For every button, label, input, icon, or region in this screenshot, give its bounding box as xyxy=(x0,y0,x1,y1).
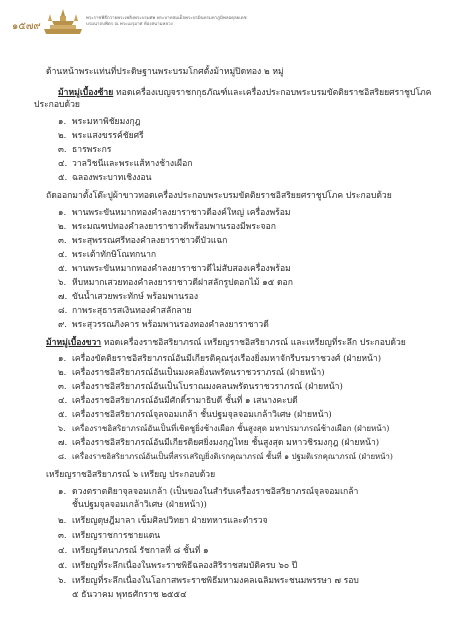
page-header xyxy=(0,0,460,40)
left-group-paragraph: ม้าหมู่เบื้องซ้าย ทอดเครื่องเบญจราชกกุธภัณฑ์และเครื่องประกอบพระบรมขัตติยราชอิสริยยศราชูปโภค xyxy=(58,88,432,98)
list-item: ๔. วาลวิชนีและพระแส้หางช้างเผือก xyxy=(58,159,193,169)
list-item: ๕. พานพระขันหมากทองคำลงยาราชาวดีไม่สับสองเครื่องพร้อม xyxy=(58,264,291,274)
list-item: ๖. หีบหมากเสวยทองคำลงยาราชาวดีฝาสลักรูปดอกไม้ ๑๕ ดอก xyxy=(58,278,293,288)
list-item: ๒. พระมณฑปทองคำลงยาราชาวดีพร้อมพานรองมีพระจอก xyxy=(58,222,276,232)
left-group-cont: ประกอบด้วย xyxy=(34,100,80,110)
medals-intro: เหรียญราชอิสริยาภรณ์ ๖ เหรียญ ประกอบด้วย xyxy=(46,470,216,480)
list-item: ๖. เหรียญที่ระลึกเนื่องในโอกาสพระราชพิธีมหามงคลเฉลิมพระชนมพรรษา ๗ รอบ xyxy=(58,576,359,586)
list-item: ๑. ดวงตราตติยาจุลจอมเกล้า (เป็นของในสำรับเครื่องราชอิสริยาภรณ์จุลจอมเกล้า xyxy=(58,487,359,497)
list-item: ๒. พระแสงขรรค์ชัยศรี xyxy=(58,131,144,141)
list-item: ๒. เหรียญดุษฎีมาลา เข็มศิลปวิทยา ฝ่ายทหารและตำรวจ xyxy=(58,516,268,526)
next-paragraph: ถัดออกมาตั้งโต๊ะปูผ้าขาวทอดเครื่องประกอบพระบรมขัตติยราชอิสริยยศราชูปโภค ประกอบด้วย xyxy=(46,191,392,201)
header-caption: พระราชพิธีถวายพระเพลิงพระบรมศพ พระบาทสมเด็จพระปรมินทรมหาภูมิพลอดุลยเดช บรมนาถบพิตร ณ พระเมรุมาศ ท้องสนามหลวง xyxy=(86,16,247,27)
left-group-heading: ม้าหมู่เบื้องซ้าย xyxy=(58,88,114,98)
list-item: ๓. พระสุพรรณศรีทองคำลงยาราชาวดีบัวแฉก xyxy=(58,236,228,246)
list-item: ๓. เหรียญราชการชายแดน xyxy=(58,531,161,541)
list-item: ๔. เหรียญรัตนาภรณ์ รัชกาลที่ ๘ ชั้นที่ ๑ xyxy=(58,546,209,556)
list-item: ๑. เครื่องขัตติยราชอิสริยาภรณ์อันมีเกียรติคุณรุ่งเรืองยิ่งมหาจักรีบรมราชวงศ์ (ฝ่ายหน้า) xyxy=(58,354,382,364)
right-group-paragraph: ม้าหมู่เบื้องขวา ทอดเครื่องราชอิสริยาภรณ์ เหรียญราชอิสริยาภรณ์ และเหรียญที่ระลึก ประกอบด้วย xyxy=(46,338,406,348)
list-item: ๒. เครื่องราชอิสริยาภรณ์อันเป็นมงคลยิ่งนพรัตนราชวราภรณ์ (ฝ่ายหน้า) xyxy=(58,368,325,378)
list-item: ๕. ฉลองพระบาทเชิงงอน xyxy=(58,173,152,183)
list-item: ๕ ธันวาคม พุทธศักราช ๒๕๕๔ xyxy=(72,590,187,600)
page-number: ๑๕๗๙ xyxy=(12,21,41,32)
intro-text: ด้านหน้าพระแท่นที่ประดิษฐานพระบรมโกศตั้งม้าหมู่ปิดทอง ๒ หมู่ xyxy=(46,67,284,77)
list-item: ชั้นปฐมจุลจอมเกล้าวิเศษ (ฝ่ายหน้า)) xyxy=(72,500,207,510)
list-item: ๑. พานพระขันหมากทองคำลงยาราชาวดีองค์ใหญ่ เครื่องพร้อม xyxy=(58,208,291,218)
list-item: ๘. เครื่องราชอิสริยาภรณ์อันเป็นที่สรรเสริญยิ่งดิเรกคุณาภรณ์ ชั้นที่ ๑ ปฐมดิเรกคุณาภรณ์ (ฝ่ายหน้า) xyxy=(58,452,393,461)
list-item: ๗. เครื่องราชอิสริยาภรณ์อันมีเกียรติยศยิ่งมงกุฎไทย ชั้นสูงสุด มหาวชิรมงกุฎ (ฝ่ายหน้า) xyxy=(58,438,380,448)
right-group-heading: ม้าหมู่เบื้องขวา xyxy=(46,338,102,348)
royal-crest-icon xyxy=(42,8,84,36)
list-item: ๓. ธารพระกร xyxy=(58,145,112,155)
list-item: ๙. พระสุวรรณภิงคาร พร้อมพานรองทองคำลงยาราชาวดี xyxy=(58,320,269,330)
list-item: ๖. เครื่องราชอิสริยาภรณ์อันเป็นที่เชิดชูยิ่งช้างเผือก ชั้นสูงสุด มหาปรมาภรณ์ช้างเผือก (ฝ่ายหน้า) xyxy=(58,424,390,433)
list-item: ๔. พระเต้าทักษิโณทกนาก xyxy=(58,250,157,260)
list-item: ๔. เครื่องราชอิสริยาภรณ์อันมีศักดิ์รามาธิบดี ชั้นที่ ๑ เสนางคะบดี xyxy=(58,396,298,406)
list-item: ๑. พระมหาพิชัยมงกุฎ xyxy=(58,117,141,127)
list-item: ๗. ขันน้ำเสวยพระทักษ์ พร้อมพานรอง xyxy=(58,292,199,302)
list-item: ๕. เหรียญที่ระลึกเนื่องในพระราชพิธีฉลองสิริราชสมบัติครบ ๖๐ ปี xyxy=(58,561,298,571)
list-item: ๘. กาพระสุธารสเงินทองคำสลักลาย xyxy=(58,306,192,316)
list-item: ๕. เครื่องราชอิสริยาภรณ์จุลจอมเกล้า ชั้นปฐมจุลจอมเกล้าวิเศษ (ฝ่ายหน้า) xyxy=(58,410,332,420)
list-item: ๓. เครื่องราชอิสริยาภรณ์อันเป็นโบราณมงคลนพรัตนราชวราภรณ์ (ฝ่ายหน้า) xyxy=(58,382,343,392)
